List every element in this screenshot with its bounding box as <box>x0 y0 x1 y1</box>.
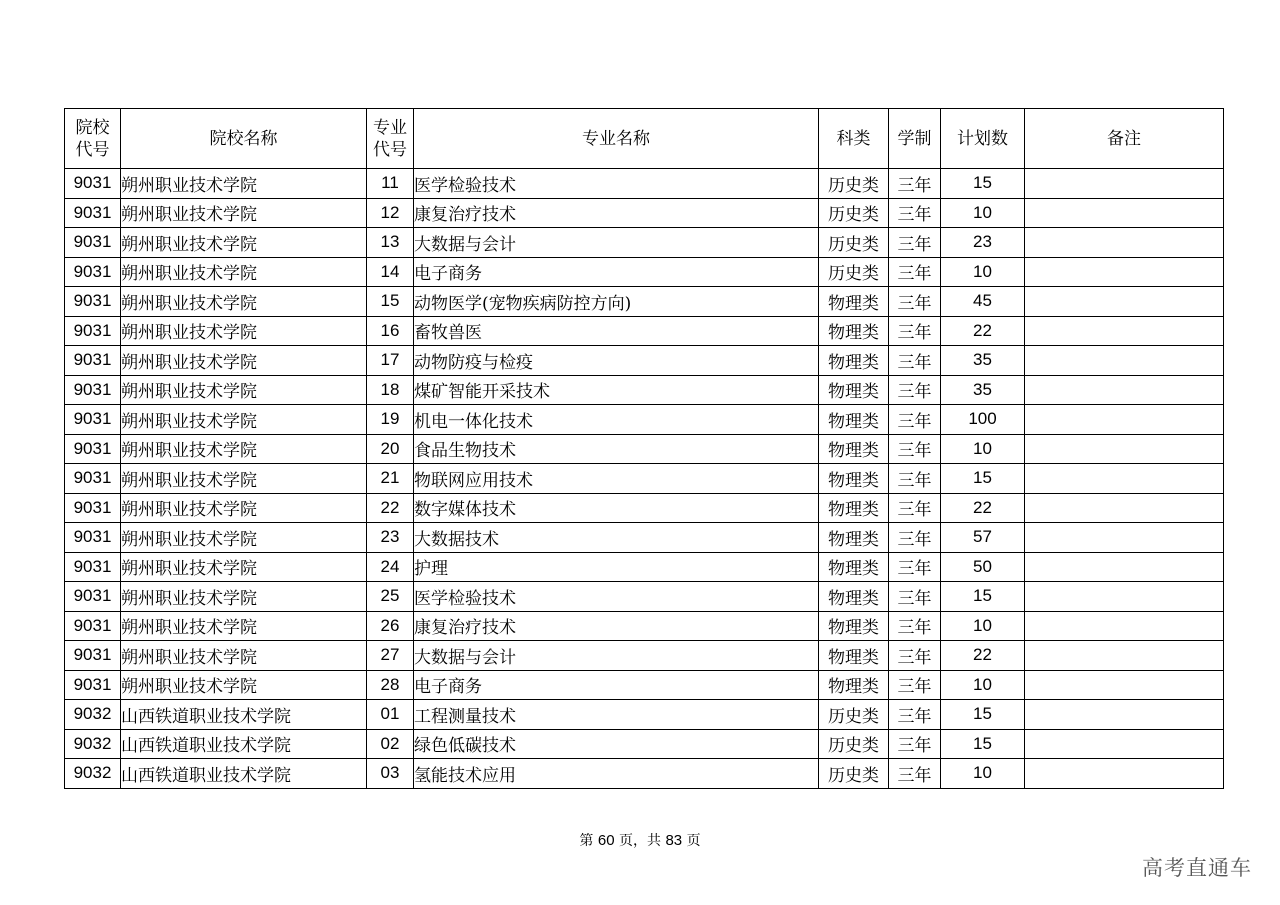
footer-page-number: 60 <box>597 832 615 849</box>
cell-major-name: 大数据技术 <box>414 523 819 553</box>
cell-plan-count: 57 <box>941 523 1025 553</box>
watermark: 高考直通车 <box>1142 856 1252 880</box>
cell-remark <box>1025 405 1224 435</box>
cell-major-code: 16 <box>367 316 414 346</box>
header-category: 科类 <box>819 109 889 169</box>
cell-category: 历史类 <box>819 228 889 258</box>
cell-category: 物理类 <box>819 582 889 612</box>
cell-major-name: 机电一体化技术 <box>414 405 819 435</box>
cell-school-name: 朔州职业技术学院 <box>121 641 367 671</box>
cell-school-name: 朔州职业技术学院 <box>121 611 367 641</box>
cell-school-code: 9031 <box>65 169 121 199</box>
cell-remark <box>1025 493 1224 523</box>
table-row <box>65 375 1224 405</box>
cell-plan-count: 35 <box>941 375 1025 405</box>
table-row <box>65 641 1224 671</box>
cell-duration: 三年 <box>889 729 941 759</box>
cell-remark <box>1025 228 1224 258</box>
cell-major-name: 畜牧兽医 <box>414 316 819 346</box>
cell-duration: 三年 <box>889 670 941 700</box>
cell-remark <box>1025 523 1224 553</box>
cell-school-code: 9031 <box>65 552 121 582</box>
enrollment-plan-table <box>64 108 1224 789</box>
cell-major-code: 17 <box>367 346 414 376</box>
cell-school-code: 9031 <box>65 523 121 553</box>
table-row <box>65 464 1224 494</box>
cell-plan-count: 100 <box>941 405 1025 435</box>
table-row <box>65 316 1224 346</box>
cell-category: 物理类 <box>819 287 889 317</box>
table-row <box>65 700 1224 730</box>
cell-category: 历史类 <box>819 257 889 287</box>
cell-major-name: 医学检验技术 <box>414 169 819 199</box>
footer-prefix: 第 <box>579 833 594 849</box>
cell-major-code: 03 <box>367 759 414 789</box>
cell-remark <box>1025 582 1224 612</box>
cell-major-name: 护理 <box>414 552 819 582</box>
cell-remark <box>1025 670 1224 700</box>
cell-duration: 三年 <box>889 493 941 523</box>
cell-school-name: 朔州职业技术学院 <box>121 316 367 346</box>
cell-remark <box>1025 375 1224 405</box>
cell-major-code: 21 <box>367 464 414 494</box>
cell-duration: 三年 <box>889 759 941 789</box>
cell-major-name: 医学检验技术 <box>414 582 819 612</box>
cell-remark <box>1025 169 1224 199</box>
cell-plan-count: 10 <box>941 257 1025 287</box>
table-row <box>65 582 1224 612</box>
cell-duration: 三年 <box>889 582 941 612</box>
cell-school-name: 朔州职业技术学院 <box>121 434 367 464</box>
cell-major-name: 食品生物技术 <box>414 434 819 464</box>
cell-category: 物理类 <box>819 641 889 671</box>
cell-plan-count: 15 <box>941 700 1025 730</box>
cell-plan-count: 35 <box>941 346 1025 376</box>
cell-category: 物理类 <box>819 316 889 346</box>
header-school-code: 院校 代号 <box>65 109 121 169</box>
cell-remark <box>1025 700 1224 730</box>
cell-category: 历史类 <box>819 700 889 730</box>
cell-school-code: 9031 <box>65 198 121 228</box>
cell-major-code: 27 <box>367 641 414 671</box>
cell-remark <box>1025 641 1224 671</box>
cell-plan-count: 22 <box>941 316 1025 346</box>
table-row <box>65 405 1224 435</box>
cell-major-name: 煤矿智能开采技术 <box>414 375 819 405</box>
table-row <box>65 346 1224 376</box>
cell-duration: 三年 <box>889 198 941 228</box>
cell-category: 物理类 <box>819 523 889 553</box>
cell-school-name: 朔州职业技术学院 <box>121 670 367 700</box>
cell-major-name: 康复治疗技术 <box>414 611 819 641</box>
cell-plan-count: 10 <box>941 198 1025 228</box>
cell-remark <box>1025 287 1224 317</box>
cell-school-name: 朔州职业技术学院 <box>121 198 367 228</box>
table-row <box>65 670 1224 700</box>
cell-school-code: 9032 <box>65 759 121 789</box>
cell-plan-count: 10 <box>941 759 1025 789</box>
cell-major-code: 02 <box>367 729 414 759</box>
cell-school-code: 9031 <box>65 375 121 405</box>
cell-duration: 三年 <box>889 287 941 317</box>
cell-plan-count: 45 <box>941 287 1025 317</box>
table-row <box>65 198 1224 228</box>
table-row <box>65 228 1224 258</box>
table-header-row <box>65 109 1224 169</box>
cell-major-name: 物联网应用技术 <box>414 464 819 494</box>
cell-major-code: 24 <box>367 552 414 582</box>
page-footer <box>0 830 1280 850</box>
table-row <box>65 493 1224 523</box>
cell-remark <box>1025 346 1224 376</box>
cell-school-name: 山西铁道职业技术学院 <box>121 729 367 759</box>
cell-major-code: 20 <box>367 434 414 464</box>
cell-major-name: 工程测量技术 <box>414 700 819 730</box>
cell-major-name: 数字媒体技术 <box>414 493 819 523</box>
cell-remark <box>1025 729 1224 759</box>
cell-plan-count: 22 <box>941 641 1025 671</box>
cell-remark <box>1025 257 1224 287</box>
table-row <box>65 523 1224 553</box>
cell-school-code: 9031 <box>65 316 121 346</box>
cell-school-name: 朔州职业技术学院 <box>121 375 367 405</box>
footer-middle: 页，共 <box>619 833 661 849</box>
cell-duration: 三年 <box>889 316 941 346</box>
cell-major-name: 动物医学(宠物疾病防控方向) <box>414 287 819 317</box>
cell-duration: 三年 <box>889 611 941 641</box>
cell-category: 历史类 <box>819 729 889 759</box>
cell-remark <box>1025 434 1224 464</box>
cell-remark <box>1025 316 1224 346</box>
cell-major-code: 11 <box>367 169 414 199</box>
cell-school-name: 朔州职业技术学院 <box>121 257 367 287</box>
table-row <box>65 257 1224 287</box>
cell-school-name: 山西铁道职业技术学院 <box>121 759 367 789</box>
cell-duration: 三年 <box>889 523 941 553</box>
header-school-name: 院校名称 <box>121 109 367 169</box>
cell-school-name: 朔州职业技术学院 <box>121 228 367 258</box>
cell-school-name: 朔州职业技术学院 <box>121 582 367 612</box>
cell-school-name: 朔州职业技术学院 <box>121 169 367 199</box>
cell-plan-count: 10 <box>941 670 1025 700</box>
cell-school-name: 山西铁道职业技术学院 <box>121 700 367 730</box>
cell-plan-count: 10 <box>941 434 1025 464</box>
cell-category: 历史类 <box>819 759 889 789</box>
cell-major-code: 13 <box>367 228 414 258</box>
footer-suffix: 页 <box>686 833 701 849</box>
cell-school-code: 9031 <box>65 405 121 435</box>
cell-school-code: 9031 <box>65 257 121 287</box>
cell-school-name: 朔州职业技术学院 <box>121 493 367 523</box>
header-plan-count: 计划数 <box>941 109 1025 169</box>
cell-school-code: 9031 <box>65 641 121 671</box>
cell-major-code: 19 <box>367 405 414 435</box>
cell-school-code: 9031 <box>65 434 121 464</box>
cell-plan-count: 22 <box>941 493 1025 523</box>
cell-major-code: 28 <box>367 670 414 700</box>
header-duration: 学制 <box>889 109 941 169</box>
cell-school-name: 朔州职业技术学院 <box>121 346 367 376</box>
cell-school-name: 朔州职业技术学院 <box>121 552 367 582</box>
header-major-name: 专业名称 <box>414 109 819 169</box>
cell-remark <box>1025 198 1224 228</box>
cell-category: 物理类 <box>819 493 889 523</box>
cell-duration: 三年 <box>889 257 941 287</box>
cell-school-code: 9032 <box>65 700 121 730</box>
cell-duration: 三年 <box>889 375 941 405</box>
cell-category: 物理类 <box>819 670 889 700</box>
cell-major-name: 电子商务 <box>414 257 819 287</box>
cell-duration: 三年 <box>889 641 941 671</box>
cell-major-code: 26 <box>367 611 414 641</box>
table-row <box>65 552 1224 582</box>
cell-plan-count: 15 <box>941 169 1025 199</box>
cell-major-name: 大数据与会计 <box>414 641 819 671</box>
cell-school-code: 9031 <box>65 493 121 523</box>
table-row <box>65 611 1224 641</box>
header-major-code: 专业 代号 <box>367 109 414 169</box>
cell-duration: 三年 <box>889 346 941 376</box>
table-row <box>65 729 1224 759</box>
cell-major-code: 01 <box>367 700 414 730</box>
cell-school-name: 朔州职业技术学院 <box>121 464 367 494</box>
cell-major-code: 22 <box>367 493 414 523</box>
cell-remark <box>1025 611 1224 641</box>
cell-plan-count: 15 <box>941 464 1025 494</box>
cell-plan-count: 15 <box>941 582 1025 612</box>
cell-school-name: 朔州职业技术学院 <box>121 287 367 317</box>
cell-major-code: 15 <box>367 287 414 317</box>
cell-school-code: 9031 <box>65 611 121 641</box>
header-remarks: 备注 <box>1025 109 1224 169</box>
table-row <box>65 287 1224 317</box>
cell-remark <box>1025 759 1224 789</box>
cell-category: 历史类 <box>819 198 889 228</box>
cell-category: 物理类 <box>819 375 889 405</box>
cell-duration: 三年 <box>889 700 941 730</box>
cell-category: 历史类 <box>819 169 889 199</box>
cell-remark <box>1025 552 1224 582</box>
cell-school-code: 9031 <box>65 346 121 376</box>
table-row <box>65 434 1224 464</box>
footer-total-pages: 83 <box>665 832 683 849</box>
cell-plan-count: 50 <box>941 552 1025 582</box>
cell-category: 物理类 <box>819 346 889 376</box>
cell-school-code: 9031 <box>65 228 121 258</box>
cell-major-name: 绿色低碳技术 <box>414 729 819 759</box>
cell-school-code: 9032 <box>65 729 121 759</box>
cell-category: 物理类 <box>819 552 889 582</box>
cell-major-name: 康复治疗技术 <box>414 198 819 228</box>
cell-remark <box>1025 464 1224 494</box>
cell-school-code: 9031 <box>65 582 121 612</box>
cell-major-name: 动物防疫与检疫 <box>414 346 819 376</box>
table-row <box>65 759 1224 789</box>
cell-category: 物理类 <box>819 405 889 435</box>
cell-major-name: 电子商务 <box>414 670 819 700</box>
cell-major-code: 23 <box>367 523 414 553</box>
cell-major-name: 氢能技术应用 <box>414 759 819 789</box>
cell-school-name: 朔州职业技术学院 <box>121 523 367 553</box>
cell-category: 物理类 <box>819 464 889 494</box>
cell-plan-count: 10 <box>941 611 1025 641</box>
cell-duration: 三年 <box>889 464 941 494</box>
cell-duration: 三年 <box>889 434 941 464</box>
cell-school-code: 9031 <box>65 287 121 317</box>
cell-plan-count: 23 <box>941 228 1025 258</box>
cell-duration: 三年 <box>889 405 941 435</box>
cell-plan-count: 15 <box>941 729 1025 759</box>
cell-major-name: 大数据与会计 <box>414 228 819 258</box>
cell-major-code: 25 <box>367 582 414 612</box>
cell-major-code: 14 <box>367 257 414 287</box>
table-row <box>65 169 1224 199</box>
cell-duration: 三年 <box>889 552 941 582</box>
cell-major-code: 18 <box>367 375 414 405</box>
cell-school-code: 9031 <box>65 464 121 494</box>
cell-major-code: 12 <box>367 198 414 228</box>
cell-duration: 三年 <box>889 228 941 258</box>
cell-school-code: 9031 <box>65 670 121 700</box>
cell-category: 物理类 <box>819 434 889 464</box>
cell-duration: 三年 <box>889 169 941 199</box>
cell-school-name: 朔州职业技术学院 <box>121 405 367 435</box>
cell-category: 物理类 <box>819 611 889 641</box>
